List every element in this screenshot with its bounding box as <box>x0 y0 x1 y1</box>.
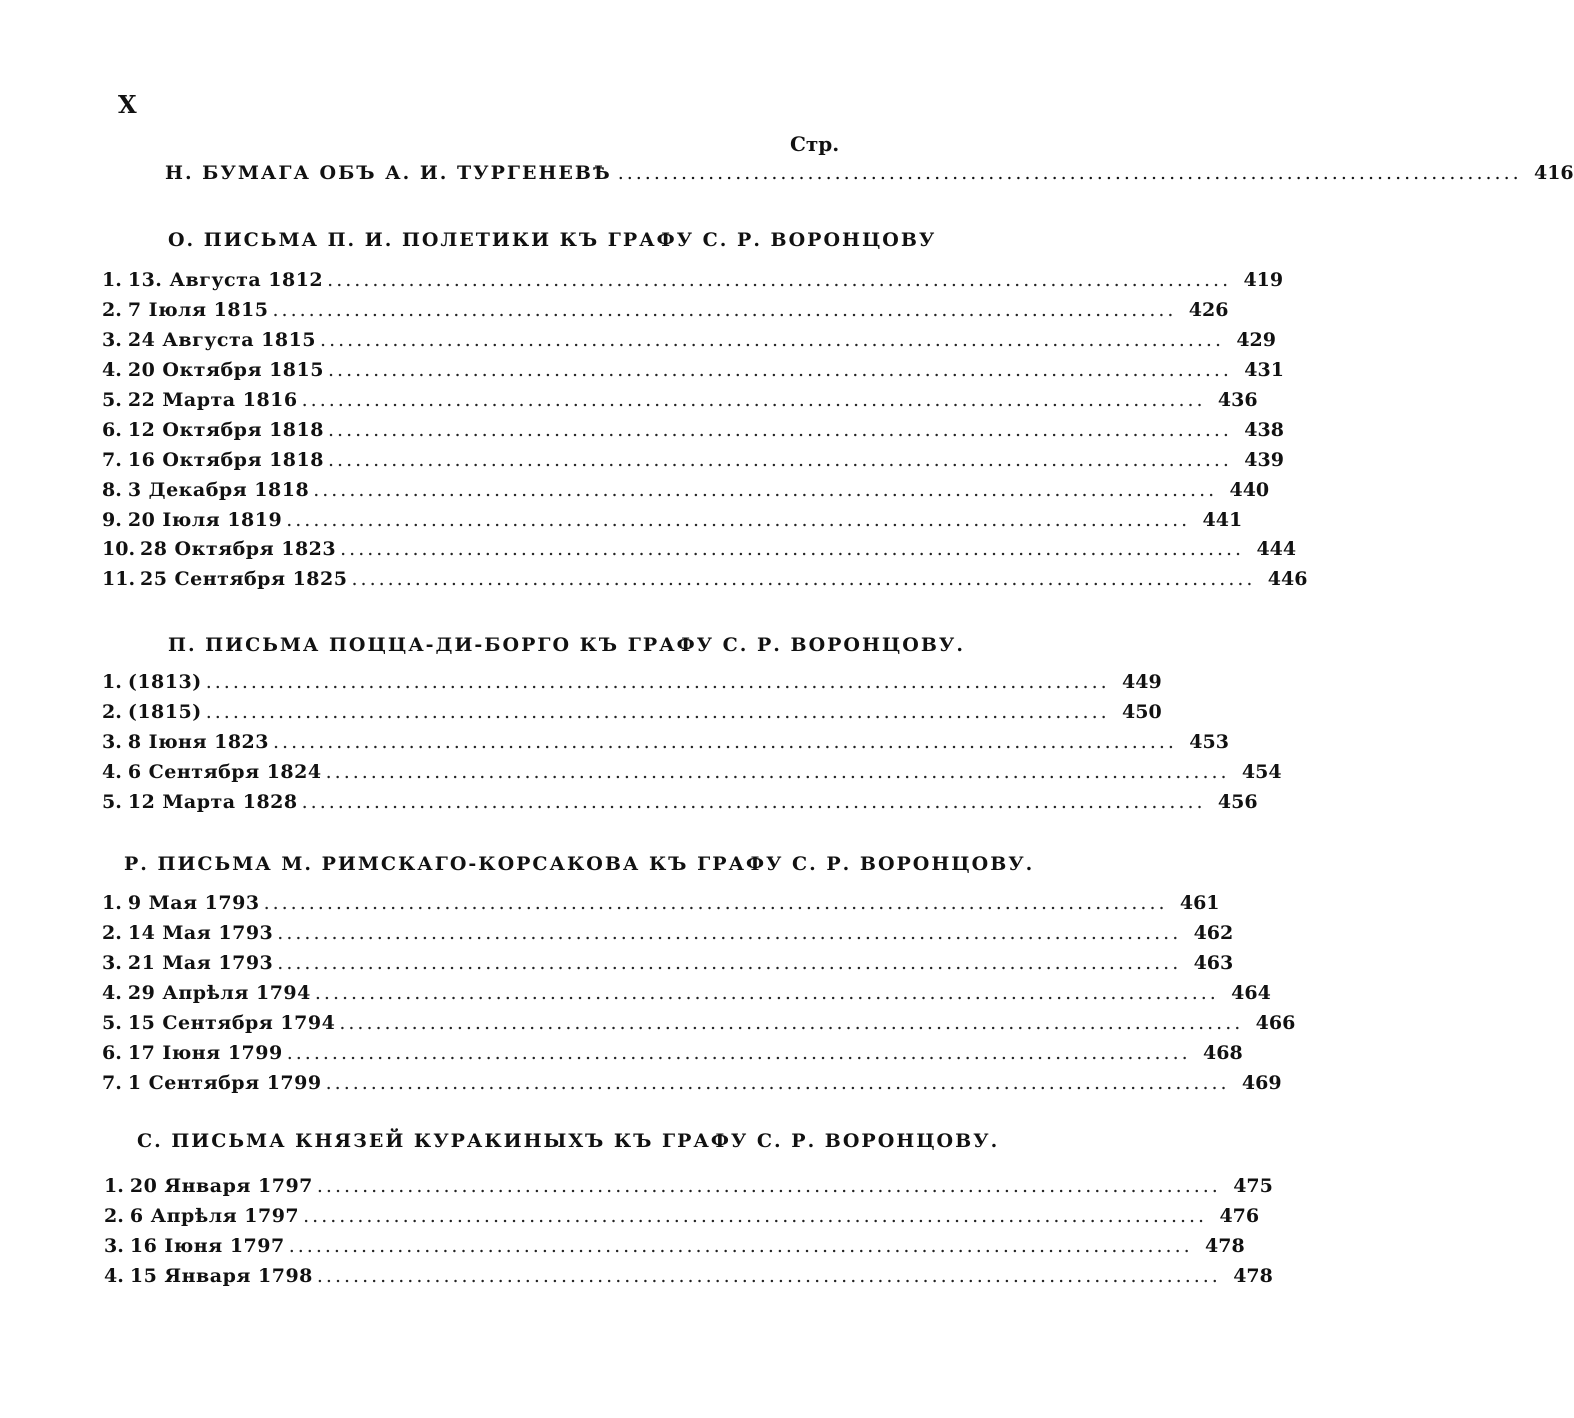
toc-entry <box>102 1039 1243 1067</box>
toc-entry <box>102 535 1297 563</box>
dot-leader: .................................................................................................... <box>277 952 1182 974</box>
dot-leader: .................................................................................................... <box>272 299 1177 321</box>
dot-leader: .................................................................................................... <box>263 892 1168 914</box>
dot-leader: .................................................................................................... <box>327 359 1232 381</box>
dot-leader: .................................................................................................... <box>273 731 1177 753</box>
toc-entry <box>102 446 1284 474</box>
entry-date: 17 Іюня 1799 <box>127 1042 283 1064</box>
entry-page: 431 <box>1244 359 1284 381</box>
entry-page: 436 <box>1217 389 1258 411</box>
entry-date: 7 Іюля 1815 <box>127 299 269 321</box>
dot-leader: .................................................................................................... <box>340 538 1245 560</box>
entry-page: 462 <box>1193 922 1234 944</box>
dot-leader: .................................................................................................... <box>320 329 1224 351</box>
entry-number: 1. <box>102 671 122 693</box>
toc-entry <box>102 698 1162 726</box>
entry-number: 3. <box>102 329 122 351</box>
entry-page: 456 <box>1217 791 1258 813</box>
entry-page: 429 <box>1236 329 1276 351</box>
dot-leader: .................................................................................................... <box>301 389 1206 411</box>
entry-page: 438 <box>1244 419 1284 441</box>
entry-page: 464 <box>1231 982 1271 1004</box>
toc-entry <box>102 476 1270 504</box>
entry-page: 449 <box>1122 671 1162 693</box>
dot-leader: .................................................................................................... <box>325 1072 1230 1094</box>
toc-entry <box>102 728 1229 756</box>
dot-leader: .................................................................................................... <box>316 1265 1221 1287</box>
entry-number: 4. <box>104 1265 124 1287</box>
entry-page: 454 <box>1241 761 1282 783</box>
dot-leader: .................................................................................................... <box>205 701 1110 723</box>
entry-number: 2. <box>102 299 122 321</box>
entry-number: 1. <box>104 1175 124 1197</box>
entry-page: 466 <box>1255 1012 1296 1034</box>
entry-number: 5. <box>102 791 122 813</box>
entry-page: 444 <box>1256 538 1297 560</box>
intro-entry-title: Н. БУМАГА ОБЪ А. И. ТУРГЕНЕВѢ <box>165 162 612 184</box>
toc-entry <box>104 1202 1260 1230</box>
entry-date: 1 Сентября 1799 <box>127 1072 322 1094</box>
entry-number: 1. <box>102 892 122 914</box>
entry-date: 15 Января 1798 <box>129 1265 313 1287</box>
entry-date: 24 Августа 1815 <box>127 329 317 351</box>
entry-date: 8 Іюня 1823 <box>127 731 269 753</box>
entry-date: (1813) <box>127 671 202 693</box>
toc-entry <box>104 1232 1245 1260</box>
dot-leader: .................................................................................................... <box>327 449 1232 471</box>
entry-page: 476 <box>1219 1205 1260 1227</box>
entry-number: 2. <box>102 701 122 723</box>
toc-entry <box>102 979 1271 1007</box>
dot-leader: .................................................................................................... <box>327 269 1232 291</box>
entry-number: 7. <box>102 449 122 471</box>
toc-entry <box>102 266 1284 294</box>
entry-date: 16 Іюня 1797 <box>129 1235 285 1257</box>
entry-number: 2. <box>102 922 122 944</box>
toc-entry <box>102 506 1243 534</box>
toc-entry <box>102 326 1276 354</box>
entry-page: 426 <box>1188 299 1229 321</box>
toc-entry <box>102 296 1229 324</box>
section-title-s: С. ПИСЬМА КНЯЗЕЙ КУРАКИНЫХЪ КЪ ГРАФУ С. Р. ВОРОНЦОВУ. <box>137 1130 1000 1152</box>
entry-page: 478 <box>1233 1265 1273 1287</box>
dot-leader: .................................................................................................... <box>313 479 1218 501</box>
dot-leader: .................................................................................................... <box>316 1175 1221 1197</box>
toc-entry <box>102 1069 1282 1097</box>
entry-date: 20 Іюля 1819 <box>127 509 283 531</box>
dot-leader: .................................................................................................... <box>288 1235 1193 1257</box>
page-number: X <box>118 90 137 119</box>
entry-number: 3. <box>104 1235 124 1257</box>
entry-date: 6 Сентября 1824 <box>127 761 322 783</box>
entry-number: 9. <box>102 509 122 531</box>
entry-page: 469 <box>1241 1072 1282 1094</box>
entry-page: 439 <box>1244 449 1284 471</box>
entry-date: 28 Октября 1823 <box>140 538 337 560</box>
entry-number: 10. <box>102 538 136 560</box>
toc-entry <box>102 565 1308 593</box>
entry-number: 1. <box>102 269 122 291</box>
entry-date: 20 Октября 1815 <box>127 359 324 381</box>
toc-entry <box>102 416 1284 444</box>
entry-date: 14 Мая 1793 <box>127 922 274 944</box>
entry-page: 461 <box>1179 892 1220 914</box>
section-title-r: Р. ПИСЬМА М. РИМСКАГО-КОРСАКОВА КЪ ГРАФУ С. Р. ВОРОНЦОВУ. <box>124 853 1035 875</box>
dot-leader: .................................................................................................... <box>303 1205 1208 1227</box>
entry-number: 2. <box>104 1205 124 1227</box>
page-column-label: Стр. <box>790 132 840 156</box>
entry-date: 20 Января 1797 <box>129 1175 313 1197</box>
dot-leader: .................................................................................................... <box>325 761 1230 783</box>
entry-page: 463 <box>1193 952 1234 974</box>
toc-entry <box>104 1172 1273 1200</box>
entry-page: 475 <box>1233 1175 1273 1197</box>
entry-page: 446 <box>1267 568 1308 590</box>
entry-number: 8. <box>102 479 122 501</box>
toc-entry <box>104 1262 1273 1290</box>
entry-date: 21 Мая 1793 <box>127 952 274 974</box>
dot-leader: .................................................................................................... <box>339 1012 1244 1034</box>
entry-page: 441 <box>1202 509 1243 531</box>
entry-number: 4. <box>102 359 122 381</box>
intro-entry-page: 416 <box>1533 162 1574 184</box>
section-title-p: П. ПИСЬМА ПОЦЦА-ДИ-БОРГО КЪ ГРАФУ С. Р. ВОРОНЦОВУ. <box>168 634 965 656</box>
entry-number: 3. <box>102 731 122 753</box>
toc-entry <box>102 949 1234 977</box>
toc-entry <box>102 668 1162 696</box>
toc-entry <box>102 386 1258 414</box>
dot-leader: .................................................................................................... <box>286 509 1191 531</box>
entry-date: 25 Сентября 1825 <box>140 568 348 590</box>
entry-number: 4. <box>102 761 122 783</box>
entry-page: 440 <box>1229 479 1270 501</box>
dot-leader: .................................................................................................... <box>327 419 1232 441</box>
dot-leader: .................................................................................................... <box>277 922 1182 944</box>
toc-entry <box>102 788 1258 816</box>
entry-page: 453 <box>1189 731 1229 753</box>
toc-entry <box>102 889 1220 917</box>
intro-entry <box>165 159 1574 187</box>
entry-date: 3 Декабря 1818 <box>127 479 310 501</box>
entry-page: 419 <box>1243 269 1284 291</box>
entry-number: 11. <box>102 568 136 590</box>
entry-number: 5. <box>102 389 122 411</box>
entry-date: 12 Октября 1818 <box>127 419 324 441</box>
entry-date: (1815) <box>127 701 202 723</box>
section-title-o: О. ПИСЬМА П. И. ПОЛЕТИКИ КЪ ГРАФУ С. Р. ВОРОНЦОВУ <box>168 229 937 251</box>
entry-date: 15 Сентября 1794 <box>127 1012 336 1034</box>
entry-date: 6 Апрѣля 1797 <box>129 1205 300 1227</box>
entry-page: 468 <box>1203 1042 1243 1064</box>
dot-leader: .................................................................................................... <box>617 162 1522 184</box>
entry-number: 4. <box>102 982 122 1004</box>
entry-page: 478 <box>1205 1235 1245 1257</box>
entry-number: 7. <box>102 1072 122 1094</box>
entry-date: 29 Апрѣля 1794 <box>127 982 311 1004</box>
toc-entry <box>102 356 1284 384</box>
entry-date: 9 Мая 1793 <box>127 892 260 914</box>
dot-leader: .................................................................................................... <box>301 791 1206 813</box>
entry-number: 6. <box>102 419 122 441</box>
entry-number: 5. <box>102 1012 122 1034</box>
entry-date: 13. Августа 1812 <box>127 269 324 291</box>
dot-leader: .................................................................................................... <box>351 568 1256 590</box>
toc-entry <box>102 1009 1296 1037</box>
toc-entry <box>102 919 1234 947</box>
entry-date: 22 Марта 1816 <box>127 389 298 411</box>
entry-date: 12 Марта 1828 <box>127 791 298 813</box>
entry-number: 3. <box>102 952 122 974</box>
dot-leader: .................................................................................................... <box>205 671 1110 693</box>
entry-number: 6. <box>102 1042 122 1064</box>
entry-date: 16 Октября 1818 <box>127 449 324 471</box>
dot-leader: .................................................................................................... <box>314 982 1219 1004</box>
toc-entry <box>102 758 1282 786</box>
dot-leader: .................................................................................................... <box>286 1042 1191 1064</box>
entry-page: 450 <box>1122 701 1162 723</box>
